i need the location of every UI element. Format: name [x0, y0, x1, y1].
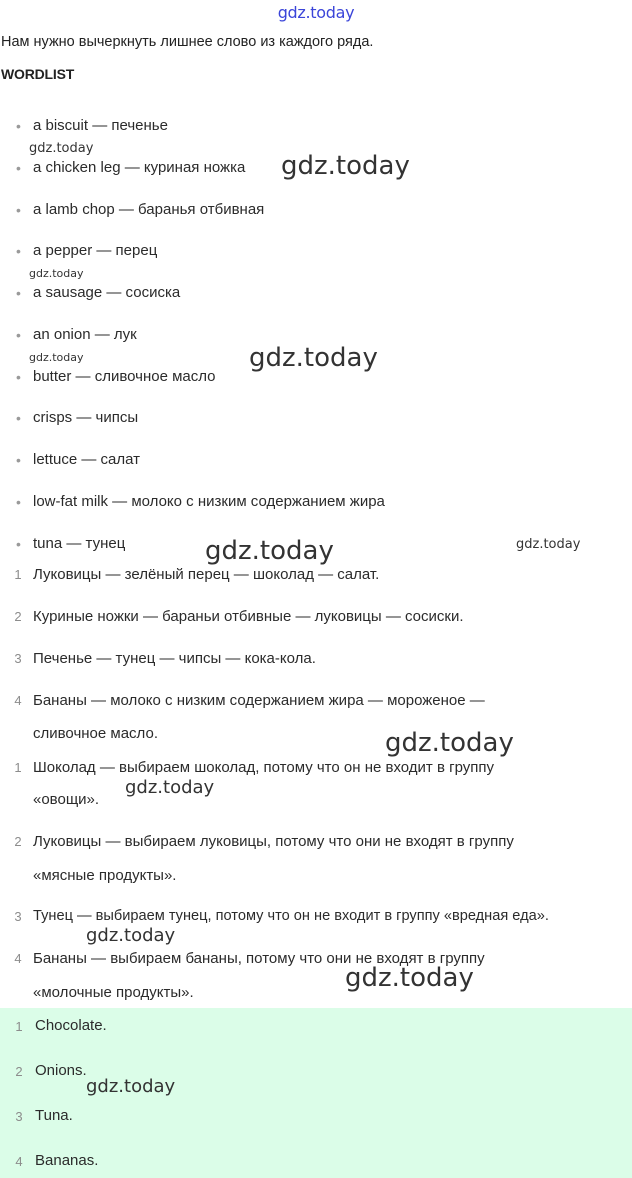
- row-number: 1: [14, 567, 22, 582]
- bullet-icon: •: [16, 536, 21, 552]
- watermark: gdz.today: [281, 151, 410, 181]
- row-text: Луковицы — зелёный перец — шоколад — салат.: [33, 566, 380, 583]
- watermark: gdz.today: [125, 777, 215, 798]
- answer-number: 2: [15, 1064, 23, 1079]
- explanation-text-continued: «молочные продукты».: [33, 984, 194, 1001]
- wordlist-item-text: lettuce — салат: [33, 451, 141, 468]
- bullet-icon: •: [16, 369, 21, 385]
- task-instruction: Нам нужно вычеркнуть лишнее слово из каждого ряда.: [1, 34, 374, 50]
- watermark: gdz.today: [29, 141, 94, 156]
- answer-text: Chocolate.: [35, 1017, 107, 1034]
- explanation-number: 1: [14, 760, 22, 775]
- wordlist-heading: WORDLIST: [1, 66, 75, 82]
- answer-text: Tuna.: [35, 1107, 73, 1124]
- explanation-text: Шоколад — выбираем шоколад, потому что он не входит в группу: [33, 759, 494, 776]
- watermark: gdz.today: [516, 537, 581, 552]
- answer-text: Onions.: [35, 1062, 87, 1079]
- row-number: 2: [14, 609, 22, 624]
- bullet-icon: •: [16, 118, 21, 134]
- explanation-text: Бананы — выбираем бананы, потому что они не входят в группу: [33, 950, 485, 967]
- row-text: Бананы — молоко с низким содержанием жира — мороженое —: [33, 692, 485, 709]
- wordlist-item-text: a biscuit — печенье: [33, 117, 168, 134]
- explanation-number: 4: [14, 951, 22, 966]
- wordlist-item-text: a sausage — сосиска: [33, 284, 181, 301]
- bullet-icon: •: [16, 243, 21, 259]
- explanation-text-continued: «овощи».: [33, 791, 100, 808]
- answer-number: 3: [15, 1109, 23, 1124]
- bullet-icon: •: [16, 160, 21, 176]
- bullet-icon: •: [16, 327, 21, 343]
- watermark: gdz.today: [86, 925, 176, 946]
- explanation-text-continued: «мясные продукты».: [33, 867, 177, 884]
- watermark: gdz.today: [205, 536, 334, 566]
- wordlist-item-text: low-fat milk — молоко с низким содержанием жира: [33, 493, 385, 510]
- bullet-icon: •: [16, 494, 21, 510]
- explanation-text: Тунец — выбираем тунец, потому что он не входит в группу «вредная еда».: [33, 908, 549, 924]
- watermark: gdz.today: [29, 267, 84, 280]
- wordlist-item-text: an onion — лук: [33, 326, 137, 343]
- wordlist-item-text: tuna — тунец: [33, 535, 126, 552]
- bullet-icon: •: [16, 410, 21, 426]
- wordlist-item-text: a pepper — перец: [33, 242, 158, 259]
- wordlist-item-text: crisps — чипсы: [33, 409, 139, 426]
- row-text: Печенье — тунец — чипсы — кока-кола.: [33, 650, 316, 667]
- watermark: gdz.today: [249, 343, 378, 373]
- row-number: 3: [14, 651, 22, 666]
- watermark: gdz.today: [86, 1076, 176, 1097]
- bullet-icon: •: [16, 285, 21, 301]
- answer-number: 1: [15, 1019, 23, 1034]
- answer-number: 4: [15, 1154, 23, 1169]
- wordlist-item-text: butter — сливочное масло: [33, 368, 216, 385]
- row-text: Куриные ножки — бараньи отбивные — луковицы — сосиски.: [33, 608, 464, 625]
- site-logo[interactable]: gdz.today: [277, 3, 355, 22]
- explanation-number: 2: [14, 834, 22, 849]
- bullet-icon: •: [16, 452, 21, 468]
- watermark: gdz.today: [29, 351, 84, 364]
- explanation-text: Луковицы — выбираем луковицы, потому что они не входят в группу: [33, 833, 514, 850]
- row-text-continued: сливочное масло.: [33, 725, 158, 742]
- row-number: 4: [14, 693, 22, 708]
- answer-text: Bananas.: [35, 1152, 99, 1169]
- wordlist-item-text: a lamb chop — баранья отбивная: [33, 201, 265, 218]
- watermark: gdz.today: [385, 728, 514, 758]
- wordlist-item-text: a chicken leg — куриная ножка: [33, 159, 246, 176]
- bullet-icon: •: [16, 202, 21, 218]
- watermark: gdz.today: [345, 963, 474, 993]
- explanation-number: 3: [14, 909, 22, 924]
